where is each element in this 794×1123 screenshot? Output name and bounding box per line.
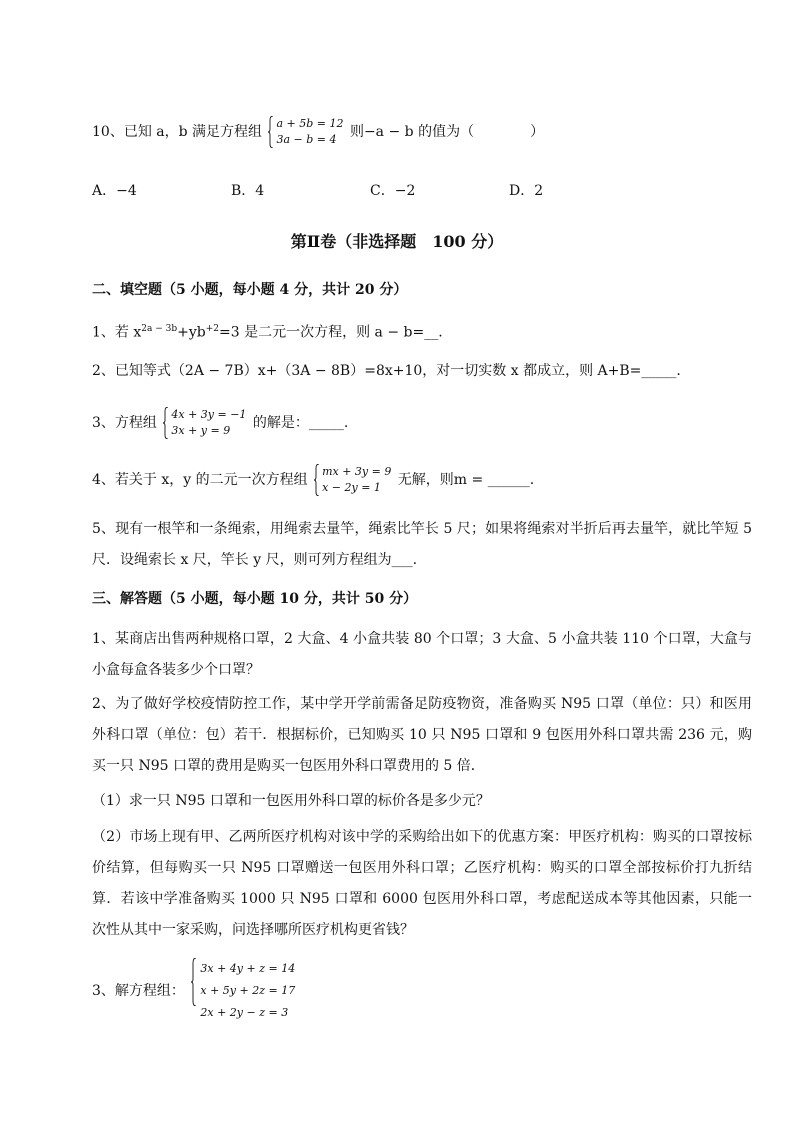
equation-system bbox=[314, 464, 391, 496]
part-title: 第Ⅱ卷（非选择题 100 分） bbox=[290, 232, 504, 251]
solve-question-2-part-1: （1）求一只 N95 口罩和一包医用外科口罩的标价各是多少元？ bbox=[92, 793, 490, 809]
option-d: D．2 bbox=[509, 183, 544, 199]
equation: 3x + 4y + z = 14 bbox=[200, 962, 296, 975]
fill-question-5: 5、现有一根竿和一条绳索，用绳索去量竿，绳索比竿长 5 尺；如果将绳索对半折后再去量竿，就比竿短 5 尺．设绳索长 x 尺，竿长 y 尺，则可列方程组为___. bbox=[92, 521, 752, 568]
solve-question-3 bbox=[92, 958, 297, 1024]
question-prefix: 3、解方程组： bbox=[92, 983, 185, 999]
question-prefix: 3、方程组 bbox=[92, 415, 157, 431]
equation-system bbox=[268, 116, 343, 148]
solve-question-1: 1、某商店出售两种规格口罩，2 大盒、4 小盒共装 80 个口罩；3 大盒、5 小盒共装 110 个口罩，大盒与小盒每盒各装多少个口罩？ bbox=[92, 631, 752, 678]
equation: 3x + y = 9 bbox=[171, 424, 231, 437]
brace-icon bbox=[163, 407, 169, 439]
equation: 4x + 3y = −1 bbox=[171, 408, 247, 421]
question-10-suffix: 则−a − b 的值为（ ） bbox=[349, 124, 545, 140]
fill-question-1 bbox=[92, 318, 443, 344]
solve-question-2-part-2: （2）市场上现有甲、乙两所医疗机构对该中学的采购给出如下的优惠方案：甲医疗机构：购买的口罩按标价结算，但每购买一只 N95 口罩赠送一包医用外科口罩；乙医疗机构：购买的口罩全部按标价打九折结算．若该中学准备购买 1000 只 N95 口罩和 6000 包医用外科口罩，考虑配送成本等其他因素，只能一次性从其中一家采购，问选择哪所医疗机构更省钱？ bbox=[92, 829, 752, 938]
solve-question-2: 2、为了做好学校疫情防控工作，某中学开学前需备足防疫物资，准备购买 N95 口罩（单位：只）和医用外科口罩（单位：包）若干．根据标价，已知购买 10 只 N95 口罩和 9 包医用外科口罩共需 236 元，购买一只 N95 口罩的费用是购买一包医用外科口罩费用的 5 倍． bbox=[92, 696, 752, 774]
question-prefix: 4、若关于 x，y 的二元一次方程组 bbox=[92, 472, 308, 488]
brace-icon bbox=[314, 464, 320, 496]
equation: x − 2y = 1 bbox=[322, 481, 381, 494]
brace-icon bbox=[191, 958, 197, 1006]
equation-system bbox=[163, 407, 246, 439]
question-suffix: 的解是：_____. bbox=[252, 415, 349, 431]
option-b: B．4 bbox=[231, 183, 265, 199]
section-heading-solve: 三、解答题（5 小题，每小题 10 分，共计 50 分） bbox=[92, 591, 418, 607]
fill-question-2: 2、已知等式（2A − 7B）x+（3A − 8B）=8x+10，对一切实数 x 都成立，则 A+B=_____. bbox=[92, 363, 681, 379]
text: =3 是二元一次方程，则 a − b=__. bbox=[219, 324, 443, 341]
question-10-prefix: 10、已知 a，b 满足方程组 bbox=[92, 124, 263, 140]
equation: mx + 3y = 9 bbox=[322, 465, 392, 478]
section-heading-fill: 二、填空题（5 小题，每小题 4 分，共计 20 分） bbox=[92, 282, 408, 298]
question-suffix: 无解，则m = ______. bbox=[397, 472, 535, 488]
equation: 2x + 2y − z = 3 bbox=[200, 1006, 289, 1019]
text: 1、若 x bbox=[92, 324, 142, 341]
equation: a + 5b = 12 bbox=[276, 117, 344, 130]
equation: 3a − b = 4 bbox=[276, 133, 337, 146]
text: +yb bbox=[177, 324, 206, 341]
option-a: A．−4 bbox=[92, 183, 137, 199]
superscript: 2a − 3b bbox=[141, 324, 178, 334]
option-c: C．−2 bbox=[370, 183, 416, 199]
fill-question-3 bbox=[92, 407, 348, 439]
equation-system bbox=[191, 958, 295, 1024]
question-10 bbox=[92, 116, 544, 148]
superscript: +2 bbox=[205, 324, 219, 334]
brace-icon bbox=[268, 116, 274, 148]
fill-question-4 bbox=[92, 464, 534, 496]
equation: x + 5y + 2z = 17 bbox=[200, 984, 296, 997]
